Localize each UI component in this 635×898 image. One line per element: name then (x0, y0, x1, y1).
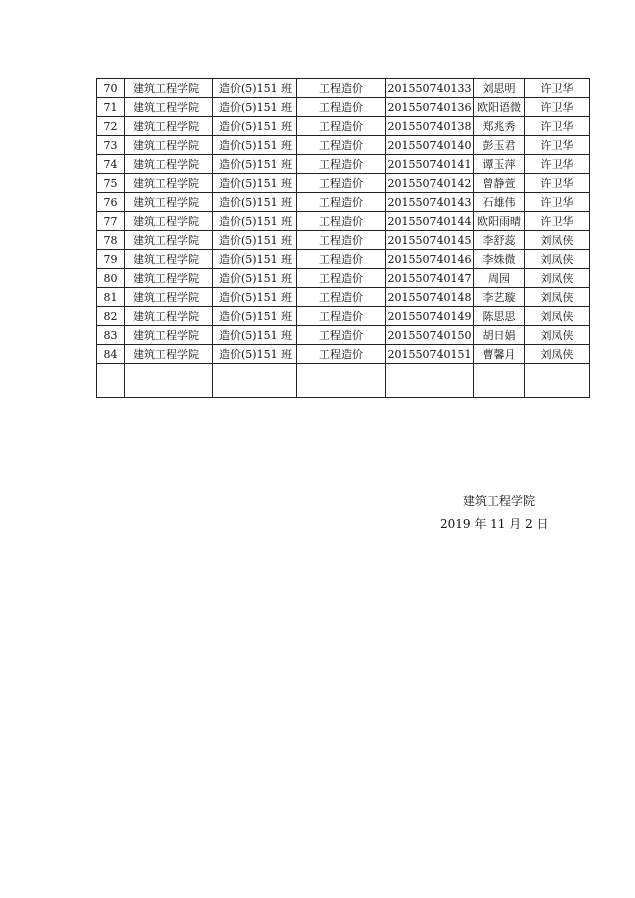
cell-student-id: 201550740143 (386, 193, 474, 212)
cell-teacher: 许卫华 (525, 155, 590, 174)
cell-major: 工程造价 (297, 250, 386, 269)
cell-college: 建筑工程学院 (125, 345, 213, 364)
cell-college: 建筑工程学院 (125, 269, 213, 288)
cell-student-name: 曾静萱 (474, 174, 525, 193)
cell-student-id: 201550740147 (386, 269, 474, 288)
cell-student-id: 201550740145 (386, 231, 474, 250)
cell-class: 造价(5)151 班 (213, 174, 297, 193)
cell-major: 工程造价 (297, 269, 386, 288)
cell-number: 74 (97, 155, 125, 174)
footer-date: 2019 年 11 月 2 日 (440, 517, 549, 531)
cell-teacher: 许卫华 (525, 117, 590, 136)
table-row (97, 174, 590, 193)
cell-student-name: 李艺璇 (474, 288, 525, 307)
cell-class: 造价(5)151 班 (213, 231, 297, 250)
cell-student-name: 谭玉萍 (474, 155, 525, 174)
cell-number: 72 (97, 117, 125, 136)
cell-teacher: 刘凤侠 (525, 307, 590, 326)
cell-major: 工程造价 (297, 136, 386, 155)
cell-class: 造价(5)151 班 (213, 288, 297, 307)
cell-teacher: 刘凤侠 (525, 231, 590, 250)
cell-teacher: 刘凤侠 (525, 250, 590, 269)
empty-cell (97, 364, 125, 398)
cell-college: 建筑工程学院 (125, 212, 213, 231)
table-row (97, 345, 590, 364)
cell-number: 77 (97, 212, 125, 231)
cell-major: 工程造价 (297, 307, 386, 326)
cell-number: 78 (97, 231, 125, 250)
cell-college: 建筑工程学院 (125, 155, 213, 174)
cell-student-name: 郑兆秀 (474, 117, 525, 136)
table-row (97, 231, 590, 250)
table-row (97, 269, 590, 288)
table-row (97, 155, 590, 174)
cell-student-id: 201550740133 (386, 79, 474, 98)
cell-college: 建筑工程学院 (125, 193, 213, 212)
cell-major: 工程造价 (297, 174, 386, 193)
cell-student-name: 李舒蕊 (474, 231, 525, 250)
cell-number: 76 (97, 193, 125, 212)
cell-class: 造价(5)151 班 (213, 136, 297, 155)
cell-college: 建筑工程学院 (125, 79, 213, 98)
cell-student-name: 胡日娟 (474, 326, 525, 345)
cell-class: 造价(5)151 班 (213, 345, 297, 364)
empty-cell (297, 364, 386, 398)
table-row (97, 326, 590, 345)
cell-college: 建筑工程学院 (125, 250, 213, 269)
cell-class: 造价(5)151 班 (213, 193, 297, 212)
cell-teacher: 许卫华 (525, 136, 590, 155)
cell-number: 80 (97, 269, 125, 288)
cell-student-id: 201550740140 (386, 136, 474, 155)
cell-student-id: 201550740149 (386, 307, 474, 326)
cell-student-name: 陈思思 (474, 307, 525, 326)
cell-class: 造价(5)151 班 (213, 117, 297, 136)
cell-major: 工程造价 (297, 79, 386, 98)
cell-student-name: 刘思明 (474, 79, 525, 98)
cell-number: 75 (97, 174, 125, 193)
table-row (97, 117, 590, 136)
empty-row (97, 364, 590, 398)
cell-class: 造价(5)151 班 (213, 326, 297, 345)
cell-class: 造价(5)151 班 (213, 250, 297, 269)
student-roster-table (96, 78, 590, 398)
cell-class: 造价(5)151 班 (213, 155, 297, 174)
cell-number: 81 (97, 288, 125, 307)
cell-student-name: 李姝微 (474, 250, 525, 269)
table-row (97, 136, 590, 155)
cell-class: 造价(5)151 班 (213, 79, 297, 98)
cell-college: 建筑工程学院 (125, 326, 213, 345)
cell-teacher: 刘凤侠 (525, 269, 590, 288)
cell-teacher: 许卫华 (525, 174, 590, 193)
cell-student-id: 201550740136 (386, 98, 474, 117)
roster-body (97, 79, 590, 398)
empty-cell (386, 364, 474, 398)
cell-student-id: 201550740148 (386, 288, 474, 307)
cell-student-id: 201550740141 (386, 155, 474, 174)
cell-major: 工程造价 (297, 155, 386, 174)
cell-class: 造价(5)151 班 (213, 212, 297, 231)
cell-class: 造价(5)151 班 (213, 307, 297, 326)
cell-college: 建筑工程学院 (125, 307, 213, 326)
cell-teacher: 许卫华 (525, 79, 590, 98)
cell-number: 73 (97, 136, 125, 155)
empty-cell (474, 364, 525, 398)
cell-college: 建筑工程学院 (125, 231, 213, 250)
table-row (97, 288, 590, 307)
cell-major: 工程造价 (297, 288, 386, 307)
cell-teacher: 刘凤侠 (525, 345, 590, 364)
cell-student-name: 欧阳雨晴 (474, 212, 525, 231)
cell-student-name: 周园 (474, 269, 525, 288)
cell-number: 83 (97, 326, 125, 345)
table-row (97, 98, 590, 117)
empty-cell (213, 364, 297, 398)
cell-major: 工程造价 (297, 117, 386, 136)
cell-student-id: 201550740138 (386, 117, 474, 136)
cell-teacher: 许卫华 (525, 212, 590, 231)
cell-teacher: 刘凤侠 (525, 326, 590, 345)
cell-class: 造价(5)151 班 (213, 98, 297, 117)
cell-student-name: 石雄伟 (474, 193, 525, 212)
cell-major: 工程造价 (297, 326, 386, 345)
cell-teacher: 刘凤侠 (525, 288, 590, 307)
cell-college: 建筑工程学院 (125, 174, 213, 193)
cell-college: 建筑工程学院 (125, 136, 213, 155)
footer-organization: 建筑工程学院 (463, 494, 536, 508)
cell-college: 建筑工程学院 (125, 288, 213, 307)
cell-major: 工程造价 (297, 231, 386, 250)
empty-cell (525, 364, 590, 398)
cell-student-id: 201550740144 (386, 212, 474, 231)
table-row (97, 193, 590, 212)
table-row (97, 307, 590, 326)
table-row (97, 79, 590, 98)
cell-number: 84 (97, 345, 125, 364)
cell-major: 工程造价 (297, 98, 386, 117)
cell-teacher: 许卫华 (525, 193, 590, 212)
cell-student-name: 曹馨月 (474, 345, 525, 364)
cell-student-name: 欧阳语微 (474, 98, 525, 117)
empty-cell (125, 364, 213, 398)
cell-number: 79 (97, 250, 125, 269)
cell-college: 建筑工程学院 (125, 98, 213, 117)
cell-student-name: 彭玉君 (474, 136, 525, 155)
cell-number: 70 (97, 79, 125, 98)
cell-teacher: 许卫华 (525, 98, 590, 117)
cell-student-id: 201550740146 (386, 250, 474, 269)
table-row (97, 212, 590, 231)
cell-major: 工程造价 (297, 212, 386, 231)
cell-student-id: 201550740142 (386, 174, 474, 193)
cell-major: 工程造价 (297, 193, 386, 212)
cell-major: 工程造价 (297, 345, 386, 364)
cell-number: 71 (97, 98, 125, 117)
cell-college: 建筑工程学院 (125, 117, 213, 136)
cell-number: 82 (97, 307, 125, 326)
cell-student-id: 201550740151 (386, 345, 474, 364)
cell-class: 造价(5)151 班 (213, 269, 297, 288)
table-row (97, 250, 590, 269)
cell-student-id: 201550740150 (386, 326, 474, 345)
